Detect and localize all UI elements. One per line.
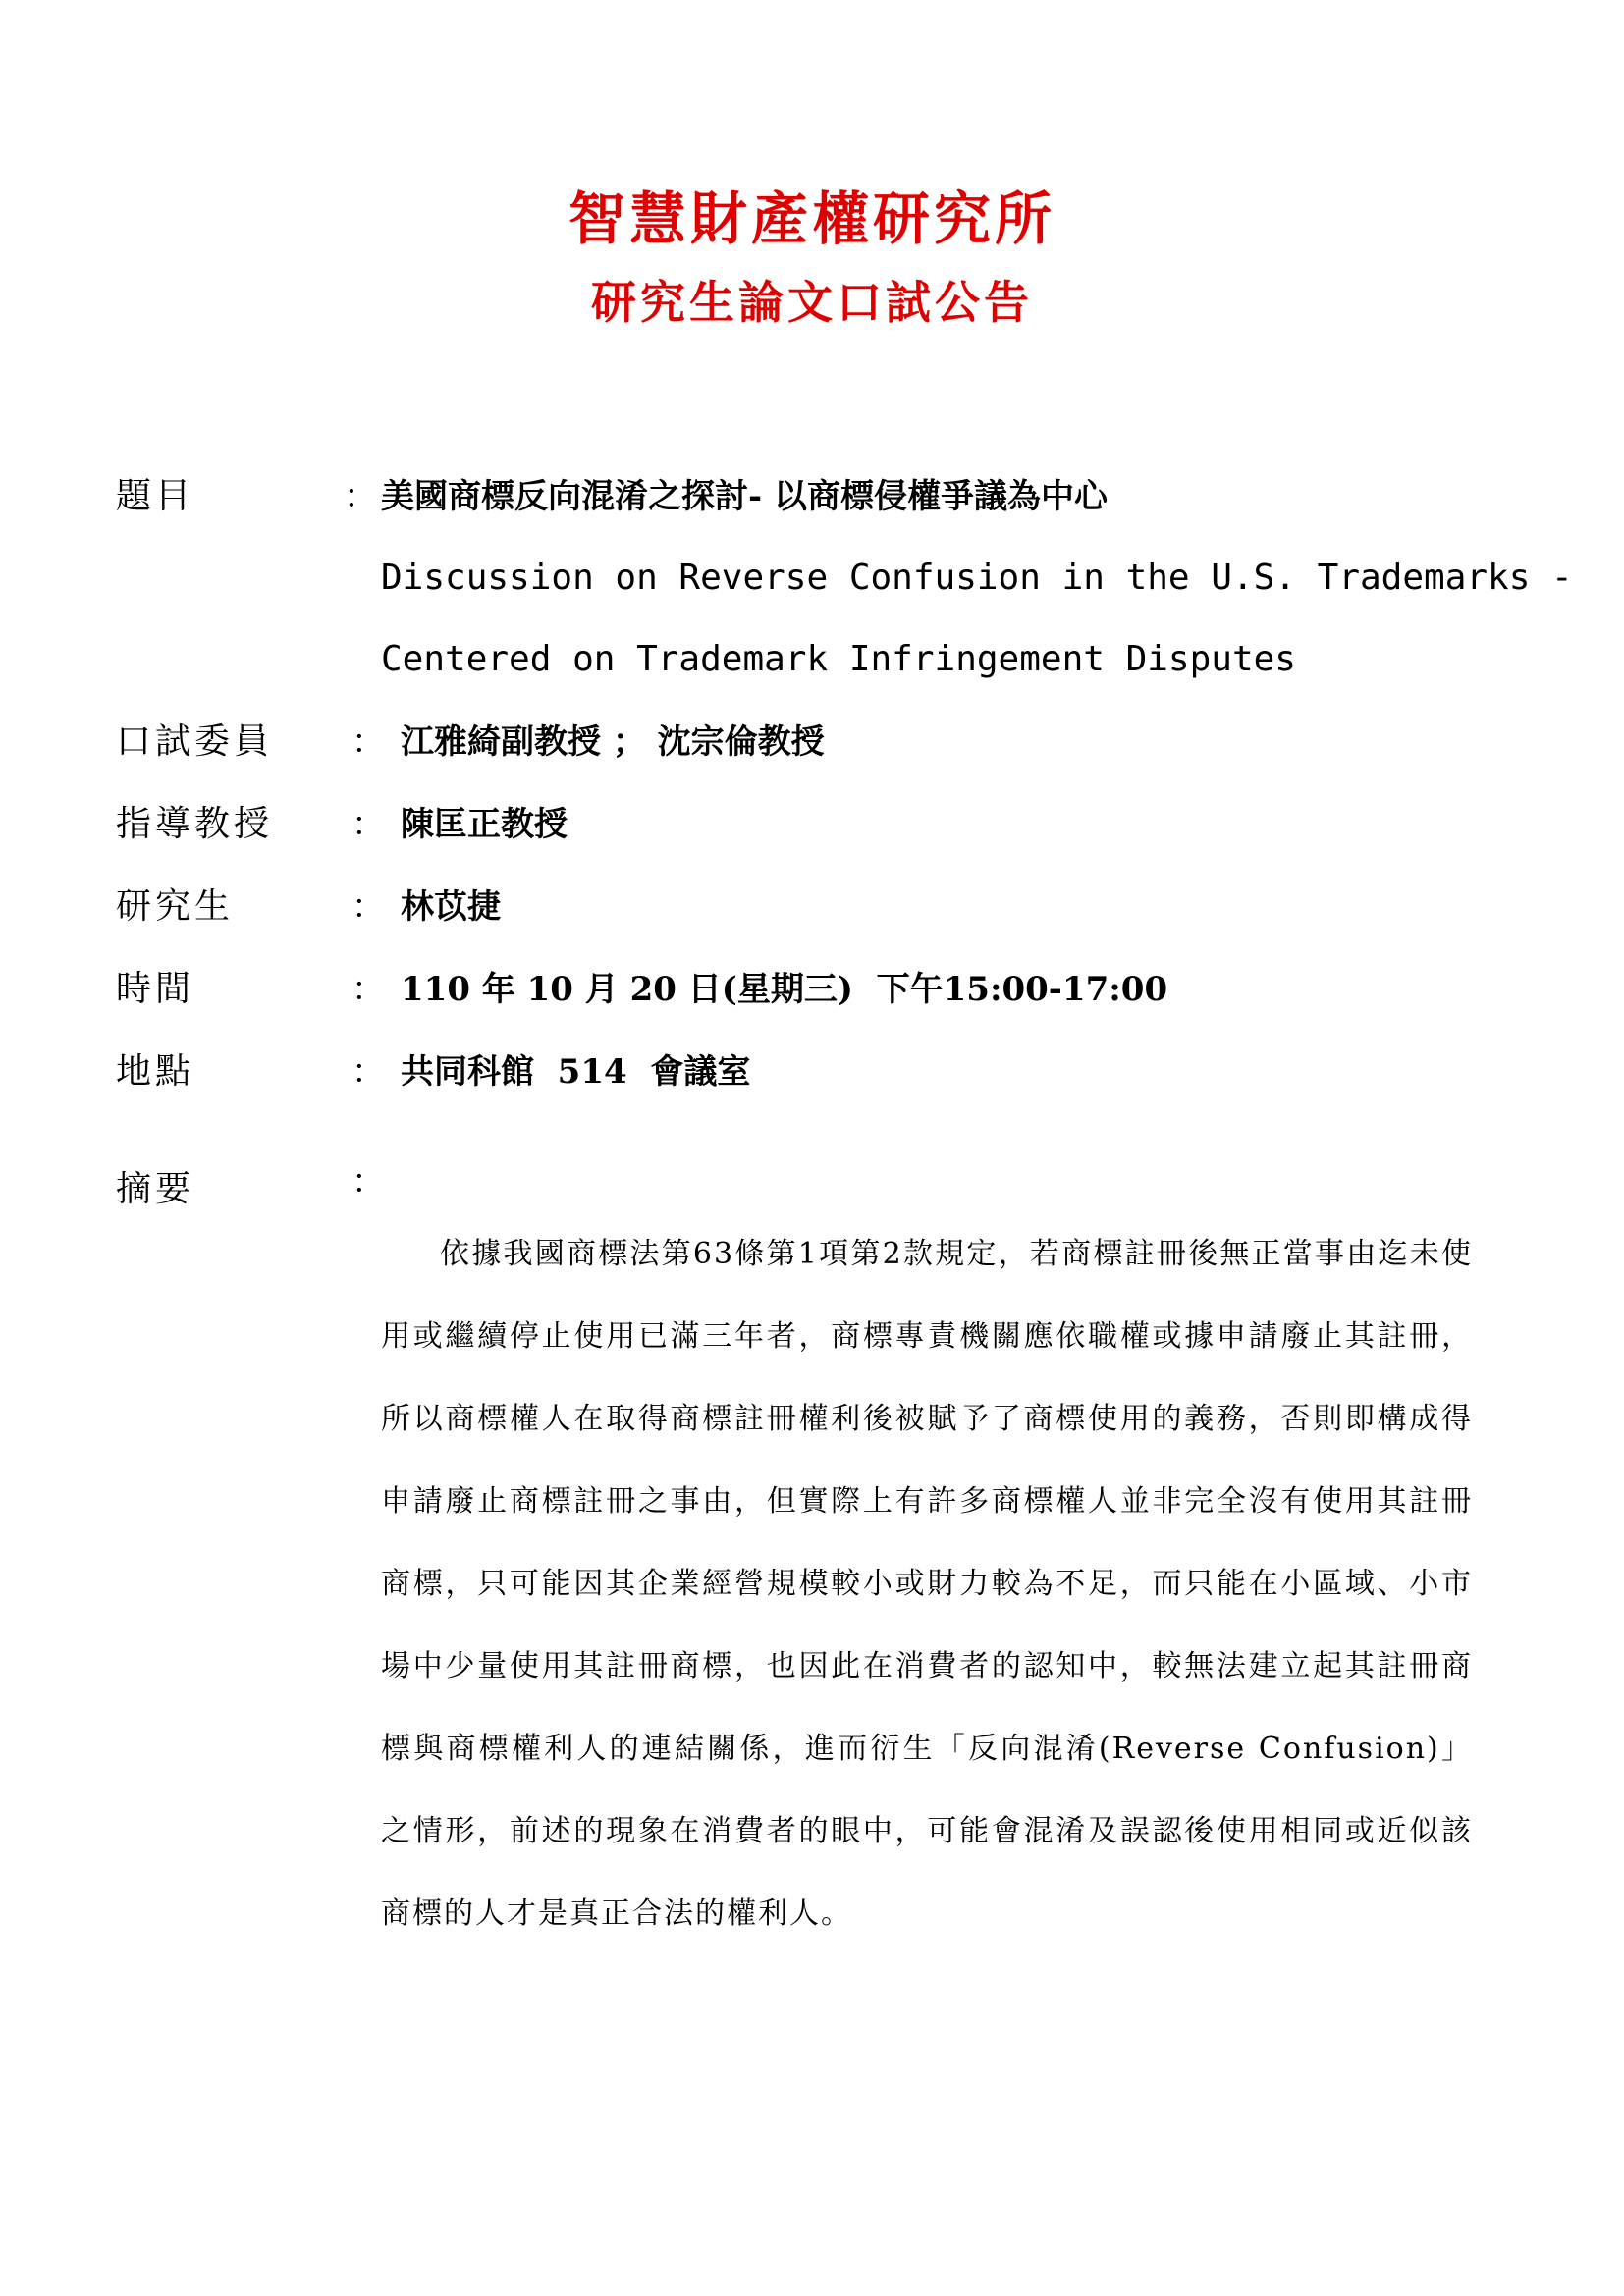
topic-row (116, 471, 1510, 530)
abstract-text: 依據我國商標法第63條第1項第2款規定，若商標註冊後無正當事由迄未使用或繼續停止使用已滿三年者，商標專責機關應依職權或據申請廢止其註冊，所以商標權人在取得商標註冊權利後被賦予了商標使用的義務，否則即構成得申請廢止商標註冊之事由，但實際上有許多商標權人並非完全沒有使用其註冊商標，只可能因其企業經營規模較小或財力較為不足，而只能在小區域、小市場中少量使用其註冊商標，也因此在消費者的認知中，較無法建立起其註冊商標與商標權利人的連結關係，進而衍生「反向混淆(Reverse Confusion)」之情形，前述的現象在消費者的眼中，可能會混淆及誤認後使用相同或近似該商標的人才是真正合法的權利人。 (381, 1237, 1473, 1931)
abstract-label: 摘要 (116, 1169, 195, 1209)
committee-value: 江雅綺副教授 ； 沈宗倫教授 (401, 722, 825, 762)
announcement-subtitle: 研究生論文口試公告 (591, 276, 1033, 329)
time-label: 時間 (116, 969, 195, 1009)
location-value: 共同科館 514 會議室 (401, 1052, 751, 1092)
institute-title: 智慧財產權研究所 (568, 186, 1056, 252)
time-colon: ： (352, 970, 385, 1009)
topic-colon: ： (344, 477, 377, 516)
advisor-value: 陳匡正教授 (401, 805, 568, 844)
topic-title-en-line2: Centered on Trademark Infringement Disputes (381, 639, 1296, 679)
location-label: 地點 (116, 1051, 195, 1092)
topic-label: 題目 (116, 476, 195, 516)
committee-label: 口試委員 (116, 721, 274, 762)
advisor-label: 指導教授 (116, 804, 274, 844)
abstract-colon: ： (352, 1162, 385, 1201)
time-row (116, 964, 1510, 1023)
committee-colon: ： (352, 722, 385, 762)
student-label: 研究生 (116, 886, 235, 927)
student-row (116, 881, 1510, 940)
topic-title-zh: 美國商標反向混淆之探討- 以商標侵權爭議為中心 (381, 477, 1108, 516)
advisor-row (116, 799, 1510, 858)
committee-row (116, 717, 1510, 775)
advisor-colon: ： (352, 805, 385, 844)
topic-title-en-line1: Discussion on Reverse Confusion in the U.S. Trademarks - (381, 558, 1573, 598)
location-colon: ： (352, 1052, 385, 1092)
location-row (116, 1046, 1510, 1105)
student-colon: ： (352, 887, 385, 927)
student-value: 林苡捷 (401, 887, 501, 927)
time-value: 110 年 10 月 20 日(星期三) 下午15:00-17:00 (401, 970, 1168, 1009)
